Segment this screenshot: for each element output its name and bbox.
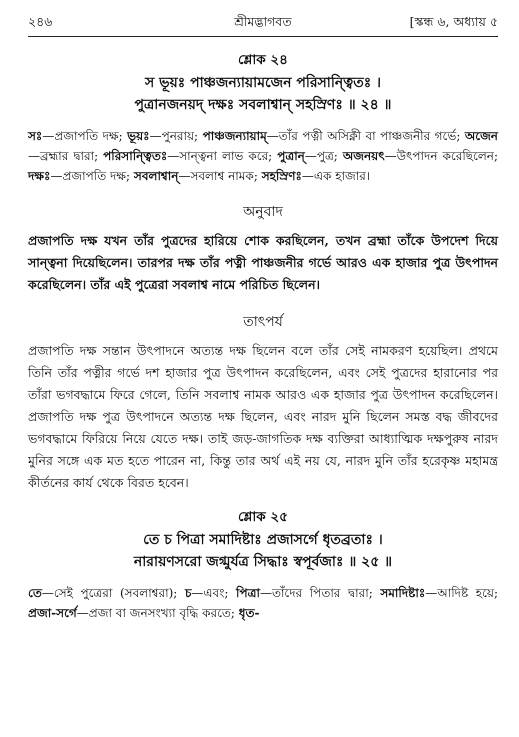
verse-25-line-2: নারায়ণসরো জগ্মুর্যত্র সিদ্ধাঃ স্বপূর্বজাঃ ॥ ২৫ ॥ [133,554,393,570]
page-number: ২৪৬ [28,14,53,29]
synonym-meaning: —এবং; [191,586,237,600]
synonym-meaning: —পুনরায়; [149,129,203,143]
synonym-meaning: —তাঁদের পিতার দ্বারা; [259,586,381,600]
purport-heading: তাৎপর্য [243,314,283,330]
synonym-word: অজেন [464,129,498,143]
synonym-meaning: —প্রজাপতি দক্ষ; [50,169,134,183]
synonym-word: পিত্রা [236,586,260,600]
chapter-reference: [স্কন্ধ ৬, অধ্যায় ৫ [409,14,498,29]
synonym-word: প্রজা-সর্গে [28,606,77,620]
synonym-meaning: —সেই পুত্রেরা (সবলাশ্বরা); [41,586,185,600]
verse-25-line-1: তে চ পিত্রা সমাদিষ্টাঃ প্রজাসর্গে ধৃতব্রতাঃ । [143,532,383,548]
synonym-word: তে [28,586,42,600]
synonym-word: পরিসান্ত্বিতঃ [103,149,168,163]
book-title: শ্রীমদ্ভাগবত [234,14,292,29]
synonym-meaning: —প্রজা বা জনসংখ্যা বৃদ্ধি করতে; [76,606,239,620]
synonym-word: সমাদিষ্টাঃ [380,586,426,600]
synonym-meaning: —তাঁর পত্নী অসিক্নী বা পাঞ্চজনীর গর্ভে; [266,129,465,143]
synonym-meaning: —সবলাশ্ব নামক; [178,169,262,183]
verse-24-line-1: স ভূয়ঃ পাঞ্চজন্যায়ামজেন পরিসান্ত্বিতঃ । [144,75,382,91]
purport-text: প্রজাপতি দক্ষ সন্তান উৎপাদনে অত্যন্ত দক্ষ ছিলেন বলে তাঁর সেই নামকরণ হয়েছিল। প্রথমে তিনি তাঁর পত্নীর গর্ভে দশ হাজার পুত্র উৎপাদন করেছিলেন, এবং সেই পুত্রদের হারানোর পর তাঁরা ভগবদ্ধামে ফিরে গেলে, তিনি সবলাশ্ব নামক আরও এক হাজার পুত্র উৎপাদন করেছিলেন। প্রজাপতি দক্ষ পুত্র উৎপাদনে অত্যন্ত দক্ষ ছিলেন, এবং নারদ মুনি ছিলেন সমস্ত বদ্ধ জীবদের ভগবদ্ধামে ফিরিয়ে নিয়ে যেতে দক্ষ। তাই জড়-জাগতিক দক্ষ ব্যক্তিরা আধ্যাত্মিক দক্ষপুরুষ নারদ মুনির সঙ্গে এক মত হতে পারেন না, কিন্তু তার অর্থ এই নয় যে, নারদ মুনি তাঁর হরেকৃষ্ণ মহামন্ত্র কীর্তনের কার্য থেকে বিরত হবেন। [28,343,498,490]
synonym-meaning: —ব্রহ্মার দ্বারা; [28,149,104,163]
synonym-word: সবলাশ্বান্ [133,169,179,183]
synonym-meaning: —পুত্র; [304,149,343,163]
translation-text: প্রজাপতি দক্ষ যখন তাঁর পুত্রদের হারিয়ে শোক করছিলেন, তখন ব্রহ্মা তাঁকে উপদেশ দিয়ে সান্ত্বনা দিয়েছিলেন। তারপর দক্ষ তাঁর পত্নী পাঞ্চজনীর গর্ভে আরও এক হাজার পুত্র উৎপাদন করেছিলেন। তাঁর এই পুত্রেরা সবলাশ্ব নামে পরিচিত ছিলেন। [28,233,498,292]
synonym-word: ভূয়ঃ [127,129,150,143]
synonym-word: ধৃত- [238,606,260,620]
page [28,14,498,623]
synonym-word: পুত্রান্ [277,149,305,163]
verse-25-synonyms [28,583,498,623]
synonym-word: সহস্রিণঃ [261,169,302,183]
verse-24-synonyms [28,126,498,186]
header-rule [28,36,498,37]
running-header [28,14,498,32]
synonym-meaning: —সান্ত্বনা লাভ করে; [167,149,278,163]
translation-heading: অনুবাদ [243,204,283,220]
verse-24-heading: শ্লোক ২৪ [238,52,288,68]
synonym-word: দক্ষঃ [28,169,51,183]
synonym-meaning: —উৎপাদন করেছিলেন; [384,149,498,163]
synonym-word: অজনয়ৎ [342,149,385,163]
synonym-word: চ [184,586,192,600]
synonym-meaning: —এক হাজার। [301,169,371,183]
synonym-meaning: —প্রজাপতি দক্ষ; [42,129,128,143]
verse-24-line-2: পুত্রানজনয়দ্ দক্ষঃ সবলাশ্বান্ সহস্রিণঃ ॥ ২৪ ॥ [134,97,392,113]
synonym-meaning: —আদিষ্ট হয়ে; [425,586,498,600]
synonym-word: সঃ [28,129,43,143]
synonym-word: পাঞ্চজন্যায়াম্ [202,129,267,143]
verse-25-heading: শ্লোক ২৫ [238,509,288,525]
